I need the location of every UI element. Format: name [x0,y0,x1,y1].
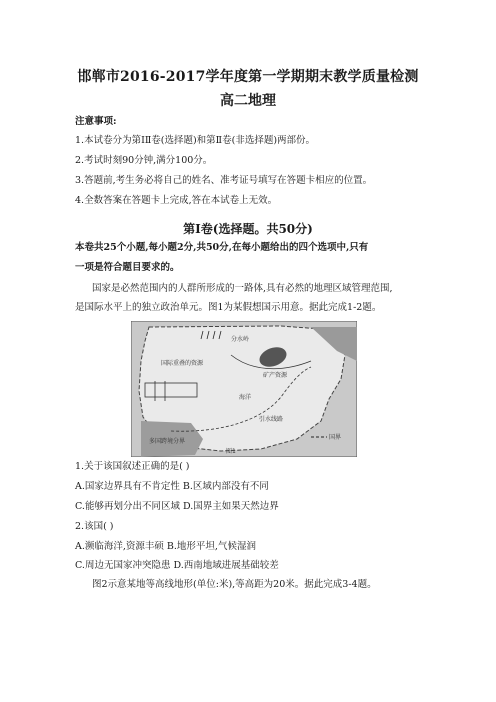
question-2-options-ab: A.濒临海洋,资源丰硕 B.地形平坦,气候湿润 [75,541,256,552]
map-label-watershed: 分水岭 [231,336,250,343]
question-1-options-cd: C.能够再划分出不同区域 D.国界主如果天然边界 [75,501,279,512]
map-label-multinational: 多国跨境分界 [149,438,186,445]
exam-title: 邯郸市2016-2017学年度第一学期期末教学质量检测 [77,69,419,85]
section-title: 第Ⅰ卷(选择题。共50分) [183,222,313,236]
instruction-line-2: 一项是符合题目要求的。 [75,262,180,273]
map-label-water-route: 引水线路 [259,416,284,423]
question-2-options-cd: C.周边无国家冲突隐患 D.西南地域进展基础较差 [75,560,279,571]
next-passage: 图2示意某地等高线地形(单位:米),等高距为20米。据此完成3-4题。 [92,579,377,590]
notice-item-3: 3.答题前,考生务必将自己的姓名、准考证号填写在答题卡相应的位置。 [75,175,373,186]
question-1-stem: 1.关于该国叙述正确的是( ) [75,461,190,472]
notice-heading: 注意事项: [75,116,117,127]
passage-line-1: 国家是必然范围内的人群所形成的一路体,具有必然的地理区域管理范围, [92,283,393,294]
map-label-ocean: 海洋 [239,394,252,401]
figure-caption: 图1 [226,448,236,455]
question-1-options-ab: A.国家边界具有不肯定性 B.区域内部没有不同 [75,481,269,492]
notice-item-2: 2.考试时刻90分钟,满分100分。 [75,155,213,166]
map-label-shared-resource: 国际重叠的资源 [161,360,204,367]
passage-line-2: 是国际水平上的独立政治单元。图1为某假想国示用意。据此完成1-2题。 [75,302,382,313]
instruction-line-1: 本卷共25个小题,每小题2分,共50分,在每小题给出的四个选项中,只有 [75,242,369,253]
legend-border-label: 国界 [329,434,342,441]
subject-title: 高二地理 [220,93,276,109]
country-map-figure [131,321,357,457]
notice-item-1: 1.本试卷分为第ⅠⅡ卷(选择题)和第Ⅱ卷(非选择题)两部份。 [75,135,316,146]
map-label-mineral: 矿产资源 [263,372,288,379]
question-2-stem: 2.该国( ) [75,521,114,532]
notice-item-4: 4.全数答案在答题卡上完成,答在本试卷上无效。 [75,195,278,206]
